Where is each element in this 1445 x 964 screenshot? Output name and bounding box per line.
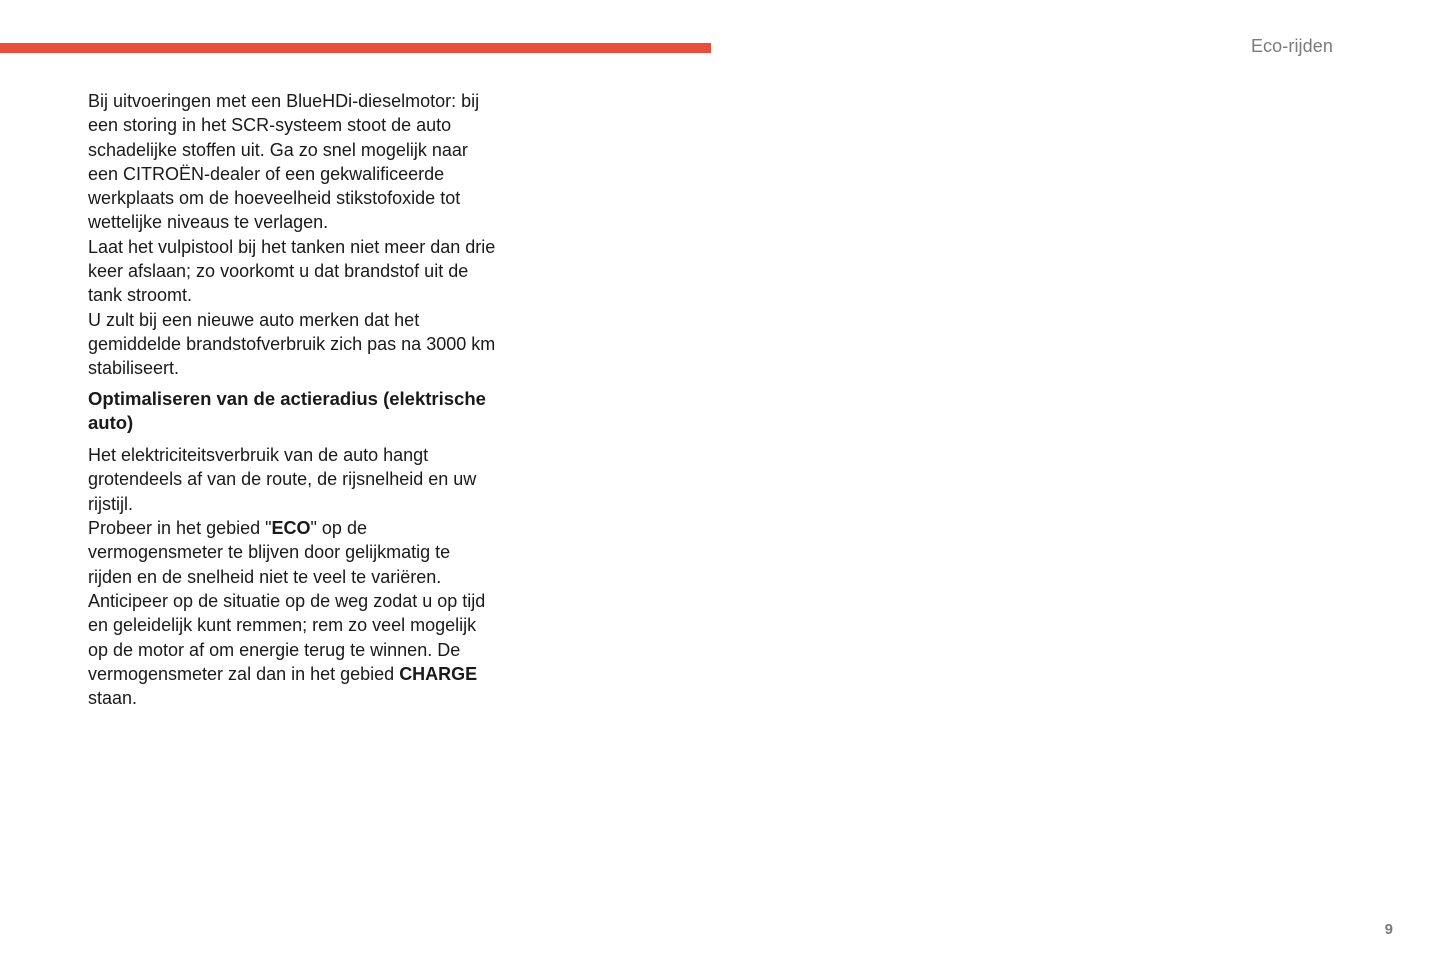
header-accent-bar — [0, 43, 711, 53]
charge-text-before: Anticipeer op de situatie op de weg zodat u op tijd en geleidelijk kunt remmen; rem zo veel mogelijk op de motor af om energie terug te winnen. De vermogensmeter zal dan in het gebied — [88, 590, 486, 684]
paragraph-charge-zone — [88, 589, 498, 710]
eco-text-before: Probeer in het gebied " — [88, 518, 272, 539]
paragraph-eco-zone — [88, 516, 498, 589]
chapter-title: Eco-rijden — [1250, 36, 1333, 56]
paragraph-electricity-usage: Het elektriciteitsverbruik van de auto hangt grotendeels af van de route, de rijsnelheid en uw rijstijl. — [88, 445, 477, 514]
charge-text-after: staan. — [88, 688, 138, 709]
eco-text-after: " op de vermogensmeter te blijven door gelijkmatig te rijden en de snelheid niet te veel te variëren. — [88, 518, 451, 587]
charge-label: CHARGE — [399, 663, 478, 684]
paragraph-bluehdi: Bij uitvoeringen met een BlueHDi-dieselmotor: bij een storing in het SCR-systeem stoot de auto schadelijke stoffen uit. Ga zo snel mogelijk naar een CITROËN-dealer of een gekwalificeerde werkplaats om de hoeveelheid stikstofoxide tot wettelijke niveaus te verlagen. — [88, 91, 480, 233]
paragraph-refuel: Laat het vulpistool bij het tanken niet meer dan drie keer afslaan; zo voorkomt u dat brandstof uit de tank stroomt. — [88, 236, 496, 306]
eco-label: ECO — [271, 518, 311, 539]
paragraph-consumption: U zult bij een nieuwe auto merken dat het gemiddelde brandstofverbruik zich pas na 3000 km stabiliseert. — [88, 309, 496, 379]
page-number: 9 — [1384, 921, 1393, 938]
main-content — [88, 89, 498, 710]
section-heading: Optimaliseren van de actieradius (elektrische auto) — [88, 387, 486, 433]
